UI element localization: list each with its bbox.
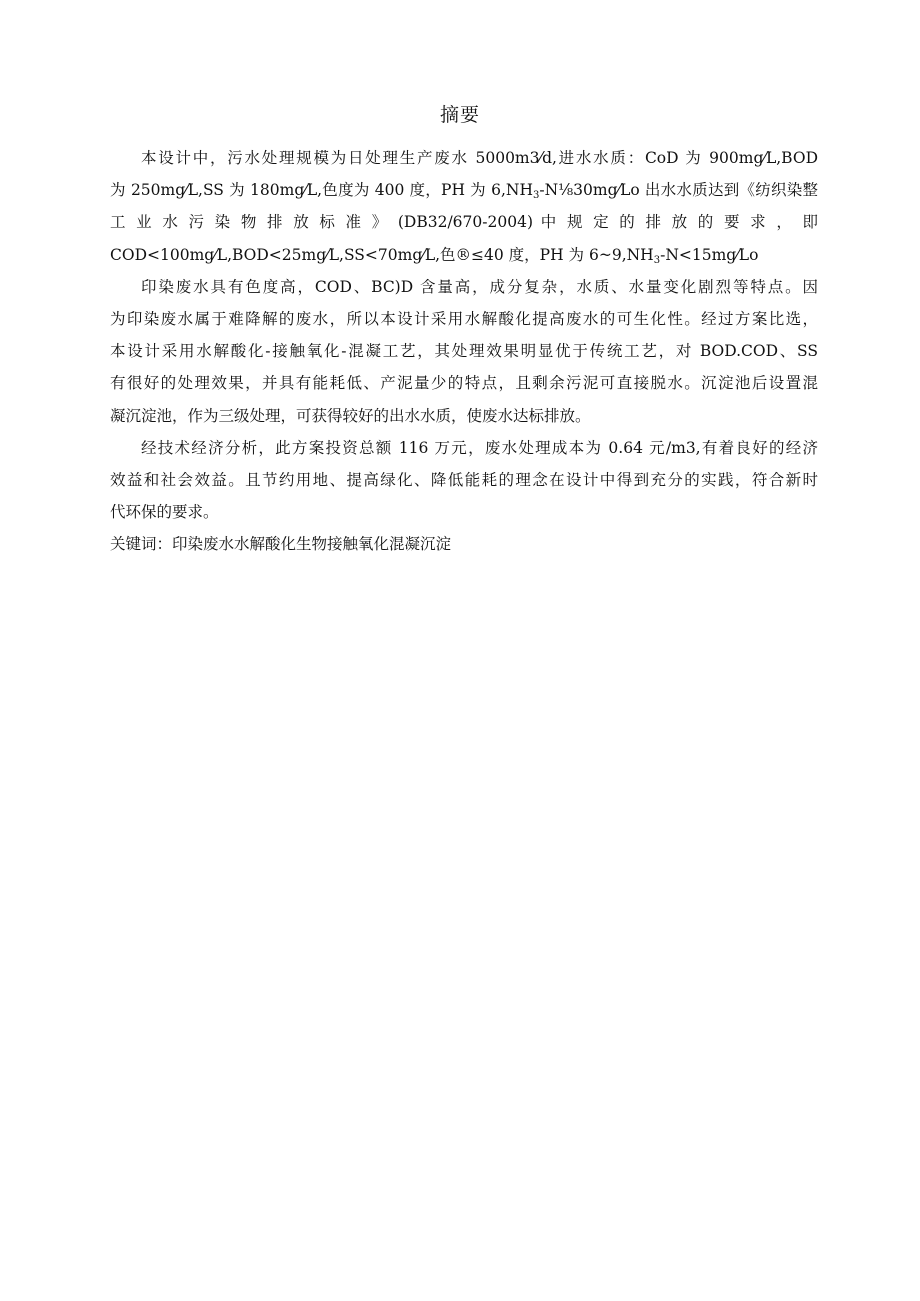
paragraph-line: 代环保的要求。 xyxy=(110,503,219,522)
abstract-body xyxy=(110,142,818,561)
abstract-paragraph-2 xyxy=(110,271,818,432)
line-text: COD<100mg⁄L,BOD<25mg⁄L,SS<70mg⁄L,色®≤40 度，PH 为 6~9,NH xyxy=(110,245,654,264)
paragraph-line: 凝沉淀池，作为三级处理，可获得较好的出水水质，使废水达标排放。 xyxy=(110,406,591,425)
paragraph-line: 印染废水具有色度高，COD、BC)D 含量高，成分复杂，水质、水量变化剧烈等特点。因 xyxy=(141,277,818,296)
paragraph-line: 本设计采用水解酸化-接触氧化-混凝工艺，其处理效果明显优于传统工艺，对 BOD.COD、SS xyxy=(110,342,818,361)
paragraph-line xyxy=(110,239,818,271)
paragraph-line: 为印染废水属于难降解的废水，所以本设计采用水解酸化提高废水的可生化性。经过方案比选， xyxy=(110,309,818,328)
paragraph-line: 有很好的处理效果，并具有能耗低、产泥量少的特点，且剩余污泥可直接脱水。沉淀池后设置混 xyxy=(110,374,818,393)
paragraph-line: 效益和社会效益。且节约用地、提高绿化、降低能耗的理念在设计中得到充分的实践，符合新时 xyxy=(110,470,818,489)
abstract-paragraph-1 xyxy=(110,142,818,271)
subscript: 3 xyxy=(532,190,540,202)
keywords-line: 关键词：印染废水水解酸化生物接触氧化混凝沉淀 xyxy=(110,535,452,554)
abstract-paragraph-3 xyxy=(110,432,818,529)
line-text: -N<15mg⁄Lo xyxy=(660,245,759,264)
line-text: 为 250mg⁄L,SS 为 180mg⁄L,色度为 400 度，PH 为 6,NH xyxy=(110,181,533,200)
subscript: 3 xyxy=(653,254,661,266)
paragraph-line: 本设计中，污水处理规模为日处理生产废水 5000m3⁄d,进水水质：CoD 为 900mg⁄L,BOD xyxy=(141,149,818,167)
paragraph-line xyxy=(110,174,818,206)
line-text: -N⅛30mg⁄Lo 出水水质达到《纺织染整 xyxy=(539,181,818,200)
paragraph-line: 工 业 水 污 染 物 排 放 标 准 》 (DB32/670-2004) 中 规 定 的 排 放 的 要 求 ， 即 xyxy=(110,213,818,232)
page-title: 摘要 xyxy=(439,104,480,126)
paragraph-line: 经技术经济分析，此方案投资总额 116 万元，废水处理成本为 0.64 元/m3,有着良好的经济 xyxy=(141,438,818,457)
